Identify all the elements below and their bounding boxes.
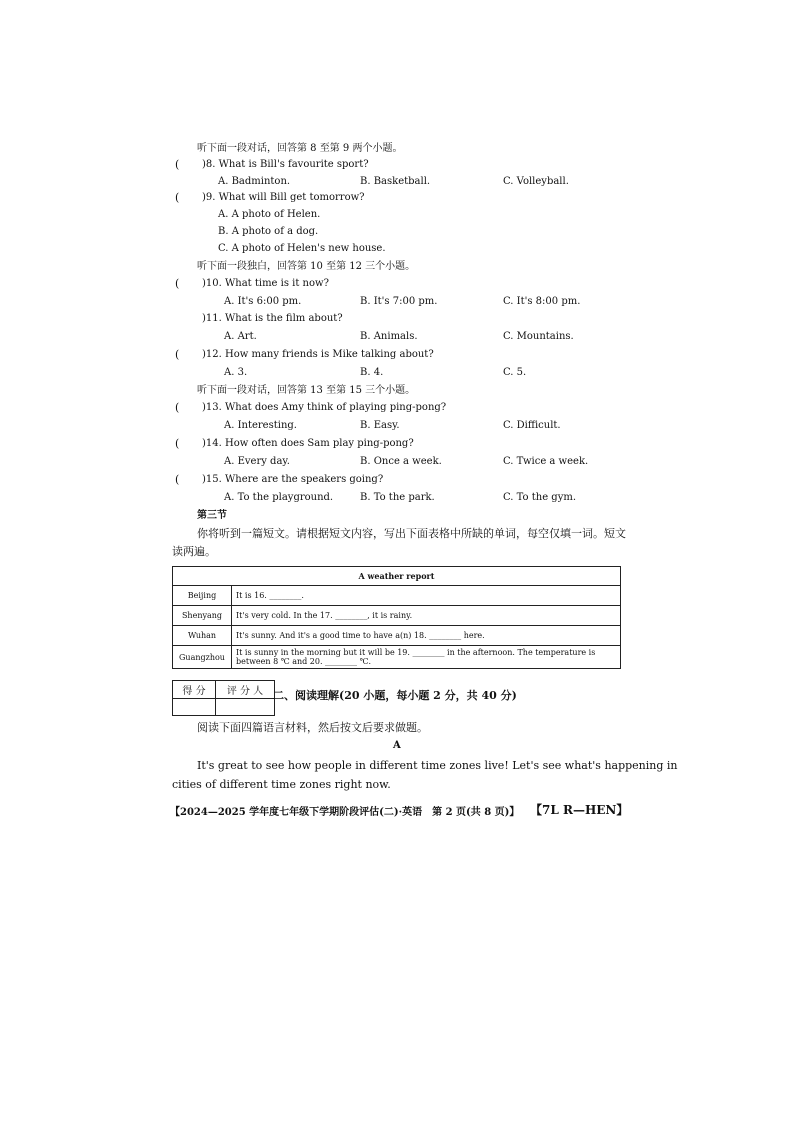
exam-code: 【7L R—HEN】 bbox=[530, 803, 629, 817]
answer-paren-9[interactable]: ( bbox=[175, 191, 180, 204]
weather-cell-line-2: between 8 ℃ and 20. ________ ℃. bbox=[236, 657, 372, 666]
question-10: )10. What time is it now? bbox=[202, 278, 329, 289]
q15-option-b: B. To the park. bbox=[360, 492, 435, 503]
q15-option-a: A. To the playground. bbox=[224, 492, 334, 503]
q13-option-c: C. Difficult. bbox=[503, 420, 561, 431]
q9-option-a: A. A photo of Helen. bbox=[218, 209, 321, 220]
grader-field[interactable] bbox=[216, 699, 275, 716]
q14-option-c: C. Twice a week. bbox=[503, 456, 589, 467]
q12-option-b: B. 4. bbox=[360, 367, 384, 378]
q8-option-c: C. Volleyball. bbox=[503, 176, 569, 187]
q8-option-b: B. Basketball. bbox=[360, 176, 431, 187]
section-3-heading: 第三节 bbox=[197, 510, 227, 521]
q11-option-c: C. Mountains. bbox=[503, 331, 574, 342]
q13-option-a: A. Interesting. bbox=[224, 420, 297, 431]
weather-cell-line-1: It is sunny in the morning but it will be 19. ________ in the afternoon. The temperature is bbox=[236, 648, 596, 657]
question-15: )15. Where are the speakers going? bbox=[202, 474, 384, 485]
instruction-8-9: 听下面一段对话，回答第 8 至第 9 两个小题。 bbox=[197, 143, 403, 154]
question-9: )9. What will Bill get tomorrow? bbox=[202, 192, 365, 203]
q13-option-b: B. Easy. bbox=[360, 420, 400, 431]
question-8: )8. What is Bill's favourite sport? bbox=[202, 159, 369, 170]
question-14: )14. How often does Sam play ping-pong? bbox=[202, 438, 414, 449]
q8-option-a: A. Badminton. bbox=[218, 176, 291, 187]
weather-cell[interactable]: It is 16. ________. bbox=[232, 586, 621, 606]
weather-cell[interactable]: It's very cold. In the 17. ________, it is rainy. bbox=[232, 606, 621, 626]
question-13: )13. What does Amy think of playing ping-pong? bbox=[202, 402, 447, 413]
city-cell: Guangzhou bbox=[173, 646, 232, 669]
score-label: 得 分 bbox=[173, 681, 216, 699]
q10-option-c: C. It's 8:00 pm. bbox=[503, 296, 581, 307]
table-row bbox=[173, 626, 621, 646]
q10-option-a: A. It's 6:00 pm. bbox=[224, 296, 302, 307]
passage-line-2: cities of different time zones right now. bbox=[172, 778, 391, 791]
question-11: )11. What is the film about? bbox=[202, 313, 343, 324]
answer-paren-13[interactable]: ( bbox=[175, 401, 180, 414]
answer-paren-15[interactable]: ( bbox=[175, 473, 180, 486]
part-2-instruction: 阅读下面四篇语言材料，然后按文后要求做题。 bbox=[197, 721, 428, 734]
instruction-10-12: 听下面一段独白，回答第 10 至第 12 三个小题。 bbox=[197, 261, 416, 272]
section-3-instruction: 你将听到一篇短文。请根据短文内容，写出下面表格中所缺的单词，每空仅填一词。短文 bbox=[197, 527, 626, 540]
passage-label: A bbox=[393, 740, 401, 751]
table-row bbox=[173, 586, 621, 606]
grader-label: 评 分 人 bbox=[216, 681, 275, 699]
score-field[interactable] bbox=[173, 699, 216, 716]
q12-option-c: C. 5. bbox=[503, 367, 527, 378]
q9-option-b: B. A photo of a dog. bbox=[218, 226, 319, 237]
answer-paren-8[interactable]: ( bbox=[175, 158, 180, 171]
weather-cell[interactable]: It's sunny. And it's a good time to have a(n) 18. ________ here. bbox=[232, 626, 621, 646]
page-footer: 【2024—2025 学年度七年级下学期阶段评估(二)·英语 第 2 页(共 8 页)】 bbox=[170, 807, 520, 818]
q15-option-c: C. To the gym. bbox=[503, 492, 577, 503]
q11-option-a: A. Art. bbox=[224, 331, 257, 342]
q14-option-b: B. Once a week. bbox=[360, 456, 442, 467]
answer-paren-12[interactable]: ( bbox=[175, 348, 180, 361]
city-cell: Shenyang bbox=[173, 606, 232, 626]
question-12: )12. How many friends is Mike talking about? bbox=[202, 349, 434, 360]
weather-cell[interactable] bbox=[232, 646, 621, 669]
city-cell: Beijing bbox=[173, 586, 232, 606]
score-box bbox=[172, 680, 275, 716]
q10-option-b: B. It's 7:00 pm. bbox=[360, 296, 438, 307]
table-header-row bbox=[173, 567, 621, 586]
q9-option-c: C. A photo of Helen's new house. bbox=[218, 243, 386, 254]
city-cell: Wuhan bbox=[173, 626, 232, 646]
q14-option-a: A. Every day. bbox=[224, 456, 290, 467]
part-2-title: 二、阅读理解(20 小题，每小题 2 分，共 40 分) bbox=[273, 689, 517, 702]
weather-report-table bbox=[172, 566, 621, 669]
weather-table-title: A weather report bbox=[173, 567, 621, 586]
section-3-instruction-cont: 读两遍。 bbox=[172, 545, 216, 558]
answer-paren-10[interactable]: ( bbox=[175, 277, 180, 290]
q12-option-a: A. 3. bbox=[224, 367, 248, 378]
instruction-13-15: 听下面一段对话，回答第 13 至第 15 三个小题。 bbox=[197, 385, 416, 396]
table-row bbox=[173, 606, 621, 626]
passage-line-1: It's great to see how people in different time zones live! Let's see what's happening in bbox=[197, 759, 678, 772]
table-row bbox=[173, 646, 621, 669]
answer-paren-14[interactable]: ( bbox=[175, 437, 180, 450]
q11-option-b: B. Animals. bbox=[360, 331, 418, 342]
